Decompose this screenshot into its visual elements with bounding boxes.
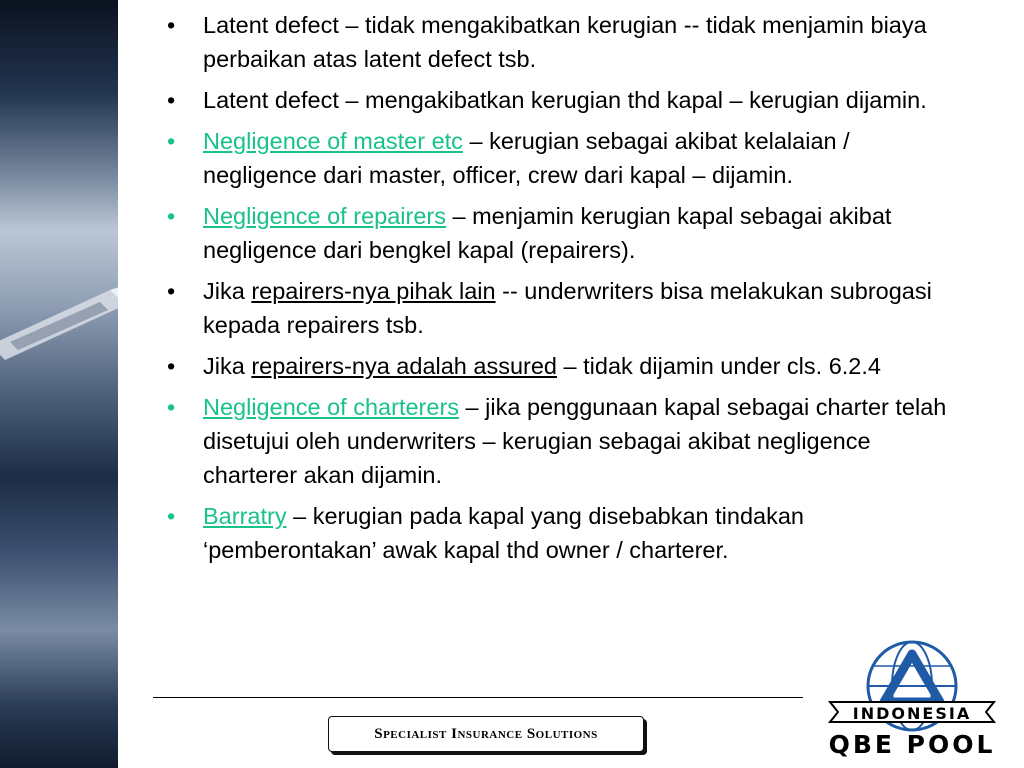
fountain-pen-icon — [0, 250, 118, 400]
slide-content — [160, 8, 950, 574]
bullet-item: • Barratry – kerugian pada kapal yang disebabkan tindakan ‘pemberontakan’ awak kapal thd owner / charterer. — [160, 499, 950, 567]
link-negligence-of-master[interactable]: Negligence of master etc — [203, 128, 463, 154]
link-negligence-of-repairers[interactable]: Negligence of repairers — [203, 203, 446, 229]
bullet-list — [160, 8, 950, 567]
bullet-dot: • — [167, 203, 176, 229]
link-barratry[interactable]: Barratry — [203, 503, 287, 529]
logo-banner-text: INDONESIA — [852, 704, 972, 723]
bullet-item: • Negligence of repairers – menjamin kerugian kapal sebagai akibat negligence dari bengkel kapal (repairers). — [160, 199, 950, 267]
bullet-item: • Jika repairers-nya adalah assured – tidak dijamin under cls. 6.2.4 — [160, 349, 950, 383]
bullet-dot: • — [167, 12, 176, 38]
bullet-item: • Negligence of master etc – kerugian sebagai akibat kelalaian / negligence dari master, officer, crew dari kapal – dijamin. — [160, 124, 950, 192]
link-negligence-of-charterers[interactable]: Negligence of charterers — [203, 394, 460, 420]
bullet-item: • Jika repairers-nya pihak lain -- underwriters bisa melakukan subrogasi kepada repairers tsb. — [160, 274, 950, 342]
bullet-item: • Latent defect – mengakibatkan kerugian thd kapal – kerugian dijamin. — [160, 83, 950, 117]
bullet-dot: • — [167, 353, 176, 379]
bullet-dot: • — [167, 128, 176, 154]
bullet-item: • Latent defect – tidak mengakibatkan kerugian -- tidak menjamin biaya perbaikan atas latent defect tsb. — [160, 8, 950, 76]
tagline-box — [328, 716, 644, 752]
bullet-dot: • — [167, 278, 176, 304]
tagline-text: Specialist Insurance Solutions — [374, 725, 598, 742]
bullet-dot: • — [167, 87, 176, 113]
underlined-text: repairers-nya pihak lain — [251, 278, 496, 304]
footer-divider — [153, 697, 803, 698]
bullet-dot: • — [167, 394, 176, 420]
qbe-pool-wordmark: QBE POOL — [828, 730, 996, 759]
underlined-text: repairers-nya adalah assured — [251, 353, 558, 379]
bullet-dot: • — [167, 503, 176, 529]
decorative-side-image — [0, 0, 118, 768]
bullet-item: • Negligence of charterers – jika penggunaan kapal sebagai charter telah disetujui oleh underwriters – kerugian sebagai akibat negligence charterer akan dijamin. — [160, 390, 950, 492]
